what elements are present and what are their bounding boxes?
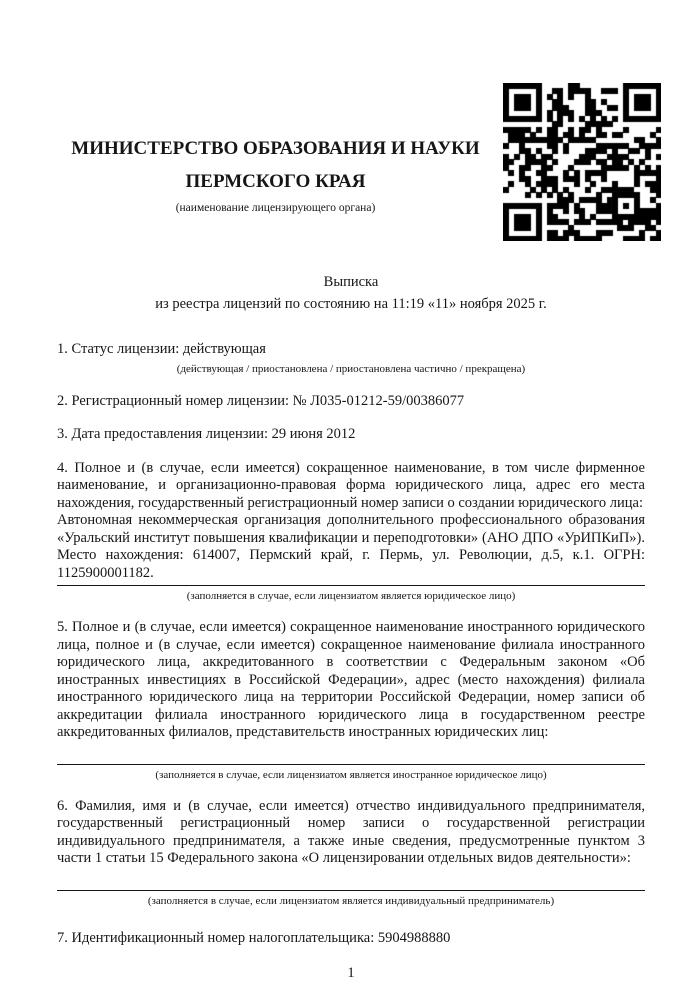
item-4-legal-entity-value: Автономная некоммерческая организация дополнительного профессионального образования «Уральский институт повышения квалификации и переподготовки» (АНО ДПО «УрИПКиП»). Место нахождения: 614007, Пермский край, г. Пермь, ул. Революции, д.5, к.1. ОГРН: 1125900001182. (57, 512, 645, 581)
item-6-entrepreneur-label: 6. Фамилия, имя и (в случае, если имеется) отчество индивидуального предпринимателя, государственный регистрационный номер записи о государственной регистрации индивидуального предпринимателя, а также иные сведения, предусмотренные пунктом 3 части 1 статьи 15 Федерального закона «О лицензировании отдельных видов деятельности»: (57, 797, 645, 866)
item-4-legal-entity-label: 4. Полное и (в случае, если имеется) сокращенное наименование, в том числе фирменное наименование, и организационно-правовая форма юридического лица, адрес его места нахождения, государственный регистрационный номер записи о создании юридического лица: (57, 459, 645, 511)
item-7-taxpayer-id: 7. Идентификационный номер налогоплательщика: 5904988880 (57, 929, 451, 946)
document-title-line2: из реестра лицензий по состоянию на 11:19 «11» ноября 2025 г. (155, 296, 547, 312)
item-1-status-options-caption: (действующая / приостановлена / приостановлена частично / прекращена) (176, 362, 526, 375)
licensing-authority-line1: МИНИСТЕРСТВО ОБРАЗОВАНИЯ И НАУКИ (71, 138, 480, 159)
item-1-license-status: 1. Статус лицензии: действующая (57, 341, 266, 357)
licensing-authority-caption: (наименование лицензирующего органа) (175, 202, 376, 214)
item-5-foreign-entity-section (57, 619, 645, 782)
item-4-legal-entity-section (57, 460, 645, 604)
item-5-field-rule (57, 764, 645, 765)
item-6-entrepreneur-section (57, 798, 645, 908)
page-number: 1 (347, 965, 355, 981)
qr-code-icon (503, 83, 661, 241)
item-5-field-caption: (заполняется в случае, если лицензиатом является иностранное юридическое лицо) (155, 768, 547, 781)
document-title (57, 271, 645, 315)
item-4-field-rule (57, 585, 645, 586)
item-4-field-caption: (заполняется в случае, если лицензиатом является юридическое лицо) (186, 590, 516, 602)
item-5-foreign-entity-label: 5. Полное и (в случае, если имеется) сокращенное наименование иностранного юридического лица, полное и (в случае, если имеется) сокращенное наименование филиала иностранного юридического лица, аккредитованного в соответствии с Федеральным законом «Об иностранных инвестициях в Российской Федерации», адрес (место нахождения) филиала иностранного юридического лица на территории Российской Федерации, номер записи об аккредитации филиала иностранного юридического лица в государственном реестре аккредитованных филиалов, представительств иностранных юридических лиц: (57, 619, 645, 740)
licensing-authority-name (57, 132, 494, 198)
item-6-field-caption: (заполняется в случае, если лицензиатом является индивидуальный предприниматель) (147, 894, 555, 907)
item-6-field-rule (57, 890, 645, 891)
licensing-authority-line2: ПЕРМСКОГО КРАЯ (185, 171, 366, 192)
page-content (0, 132, 700, 983)
item-3-grant-date: 3. Дата предоставления лицензии: 29 июня 2012 (57, 426, 356, 442)
item-2-registration-number: 2. Регистрационный номер лицензии: № Л035-01212-59/00386077 (57, 392, 465, 409)
document-title-line1: Выписка (323, 274, 379, 290)
